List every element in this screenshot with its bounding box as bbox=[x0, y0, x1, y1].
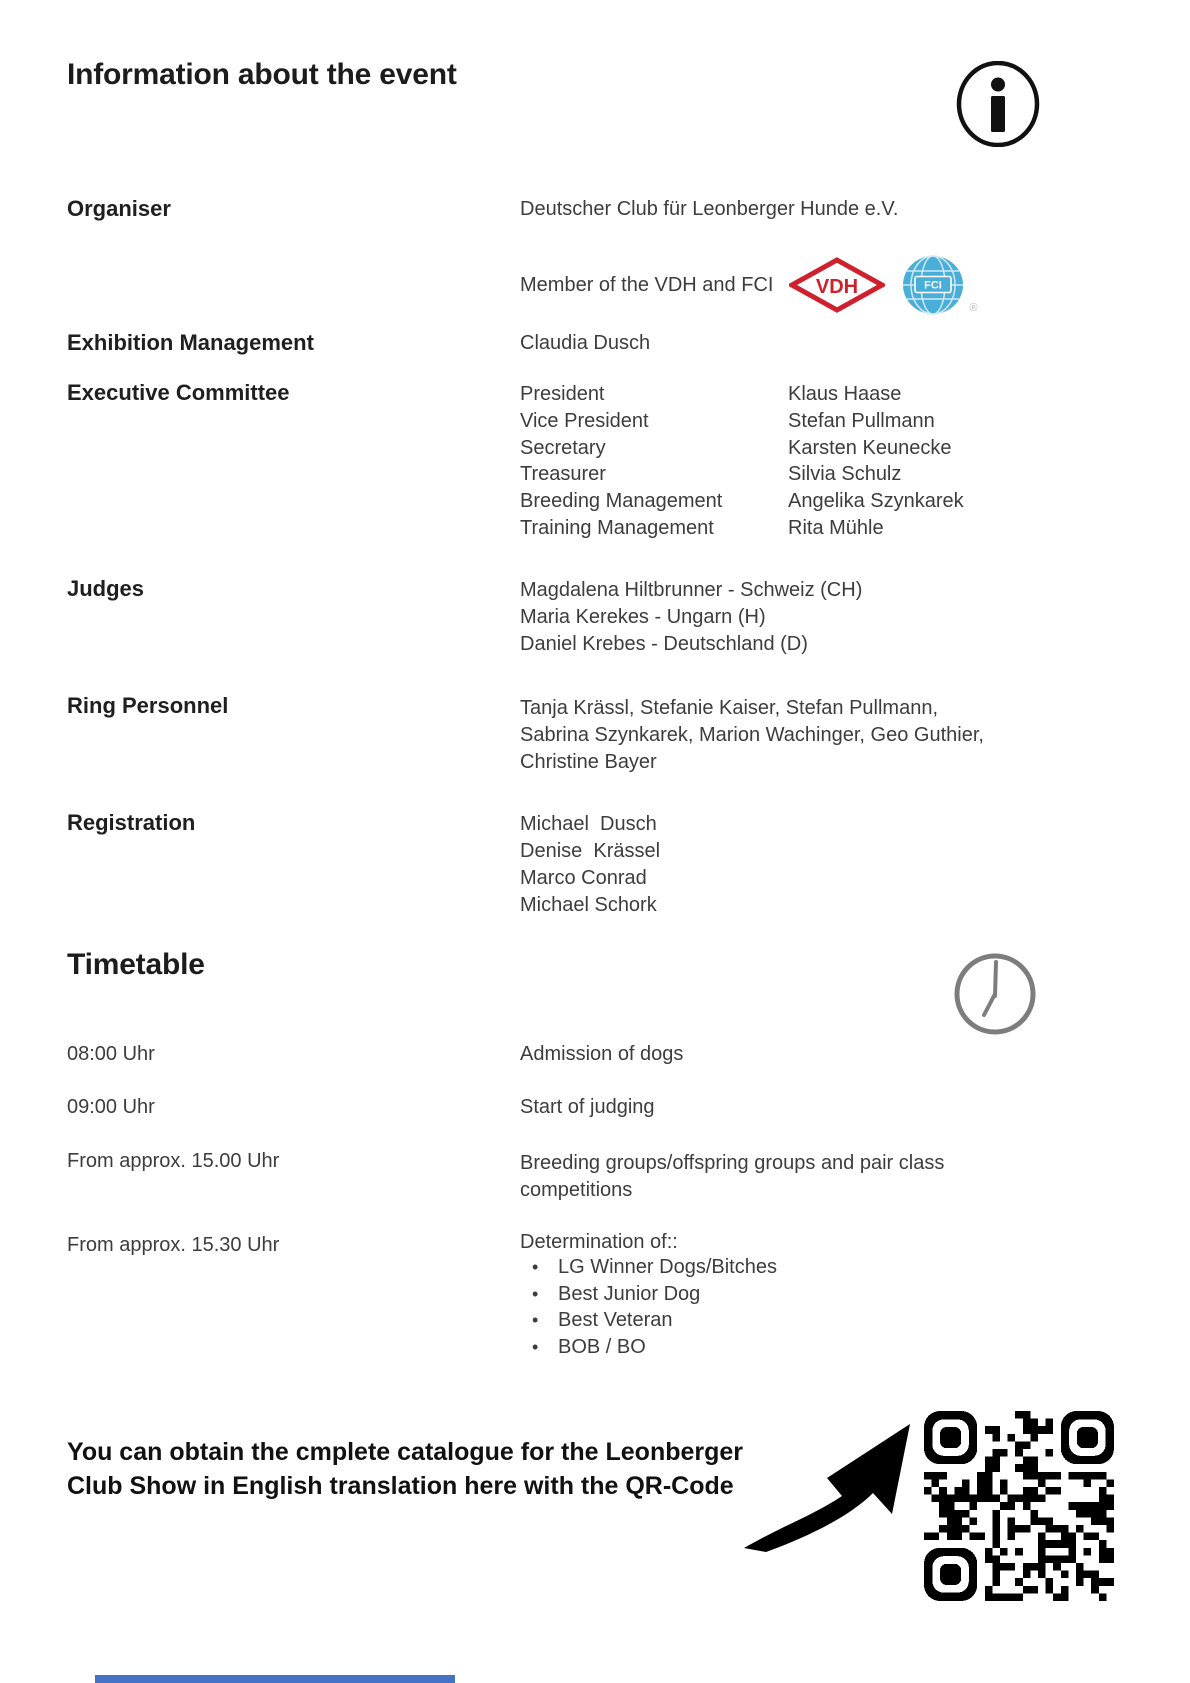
registration-name: Michael Dusch bbox=[520, 813, 657, 835]
fci-logo bbox=[901, 254, 965, 316]
membership-text: Member of the VDH and FCI bbox=[520, 273, 774, 296]
bullet-icon: • bbox=[532, 1310, 539, 1331]
qr-code bbox=[924, 1411, 1114, 1606]
timetable-activity: Breeding groups/offspring groups and pair class competitions bbox=[520, 1152, 945, 1201]
ring-personnel-list bbox=[520, 695, 984, 776]
committee-row bbox=[520, 488, 964, 515]
registration-label: Registration bbox=[67, 810, 196, 835]
executive-committee-list bbox=[520, 381, 964, 542]
exhibition-management-label: Exhibition Management bbox=[67, 330, 314, 355]
ring-personnel-line: Tanja Krässl, Stefanie Kaiser, Stefan Pullmann, bbox=[520, 697, 939, 719]
registration-name: Marco Conrad bbox=[520, 867, 647, 889]
fci-logo-text: FCI bbox=[924, 279, 943, 292]
committee-name: Angelika Szynkarek bbox=[788, 490, 964, 513]
vdh-logo-text: VDH bbox=[816, 276, 859, 298]
judge-name: Maria Kerekes - Ungarn (H) bbox=[520, 606, 766, 628]
committee-name: Klaus Haase bbox=[788, 383, 902, 405]
vdh-logo bbox=[789, 257, 885, 313]
committee-role: President bbox=[520, 383, 605, 405]
bullet-icon: • bbox=[532, 1336, 539, 1357]
committee-role: Breeding Management bbox=[520, 490, 723, 513]
committee-role: Secretary bbox=[520, 436, 606, 459]
judges-label: Judges bbox=[67, 576, 145, 601]
committee-row bbox=[520, 435, 964, 462]
page-title: Information about the event bbox=[67, 58, 457, 91]
ring-personnel-label: Ring Personnel bbox=[67, 693, 229, 718]
determination-block bbox=[520, 1231, 777, 1360]
bottom-blue-bar bbox=[95, 1675, 455, 1683]
timetable-activity: Determination of:: bbox=[520, 1231, 678, 1253]
registration-name: Denise Krässel bbox=[520, 840, 661, 862]
committee-row bbox=[520, 408, 964, 435]
bullet-item bbox=[520, 1254, 777, 1281]
arrow-icon bbox=[742, 1408, 922, 1558]
timetable-time: From approx. 15.30 Uhr bbox=[67, 1234, 280, 1256]
bullet-text: Best Veteran bbox=[558, 1309, 673, 1332]
membership-row bbox=[520, 254, 978, 316]
committee-name: Karsten Keunecke bbox=[788, 436, 952, 459]
bullet-icon: • bbox=[532, 1257, 539, 1277]
timetable-heading: Timetable bbox=[67, 948, 205, 981]
committee-role: Training Management bbox=[520, 516, 714, 539]
info-icon bbox=[956, 61, 1040, 152]
registration-name: Michael Schork bbox=[520, 894, 657, 916]
timetable-activity: Start of judging bbox=[520, 1096, 655, 1118]
ring-personnel-line: Christine Bayer bbox=[520, 751, 657, 773]
committee-row bbox=[520, 381, 964, 408]
timetable-time: From approx. 15.00 Uhr bbox=[67, 1150, 280, 1172]
footer-line-2: Club Show in English translation here with the QR-Code bbox=[67, 1471, 734, 1500]
judge-name: Daniel Krebes - Deutschland (D) bbox=[520, 633, 808, 655]
organiser-value: Deutscher Club für Leonberger Hunde e.V. bbox=[520, 198, 899, 220]
committee-role: Treasurer bbox=[520, 463, 606, 486]
timetable-time: 08:00 Uhr bbox=[67, 1043, 155, 1065]
bullet-item bbox=[520, 1334, 777, 1361]
timetable-activity: Admission of dogs bbox=[520, 1043, 684, 1065]
bullet-item bbox=[520, 1281, 777, 1308]
committee-role: Vice President bbox=[520, 409, 649, 432]
determination-bullets bbox=[520, 1254, 777, 1360]
judge-name: Magdalena Hiltbrunner - Schweiz (CH) bbox=[520, 579, 863, 601]
bullet-text: Best Junior Dog bbox=[558, 1282, 701, 1305]
footer-line-1: You can obtain the cmplete catalogue for the Leonberger bbox=[67, 1438, 744, 1466]
clock-icon bbox=[953, 952, 1037, 1041]
bullet-item bbox=[520, 1307, 777, 1334]
footer-note bbox=[67, 1436, 743, 1503]
organiser-label: Organiser bbox=[67, 196, 171, 221]
ring-personnel-line: Sabrina Szynkarek, Marion Wachinger, Geo Guthier, bbox=[520, 724, 984, 746]
committee-row bbox=[520, 461, 964, 488]
executive-committee-label: Executive Committee bbox=[67, 380, 290, 405]
judges-list bbox=[520, 577, 862, 658]
committee-name: Silvia Schulz bbox=[788, 463, 902, 486]
committee-row bbox=[520, 515, 964, 542]
committee-name: Rita Mühle bbox=[788, 516, 884, 539]
registration-list bbox=[520, 811, 660, 919]
bullet-text: LG Winner Dogs/Bitches bbox=[558, 1256, 777, 1278]
exhibition-management-value: Claudia Dusch bbox=[520, 332, 651, 354]
bullet-text: BOB / BO bbox=[558, 1335, 646, 1358]
bullet-icon: • bbox=[532, 1283, 539, 1304]
committee-name: Stefan Pullmann bbox=[788, 409, 935, 432]
registered-trademark-mark: ® bbox=[969, 302, 978, 314]
timetable-time: 09:00 Uhr bbox=[67, 1096, 155, 1118]
